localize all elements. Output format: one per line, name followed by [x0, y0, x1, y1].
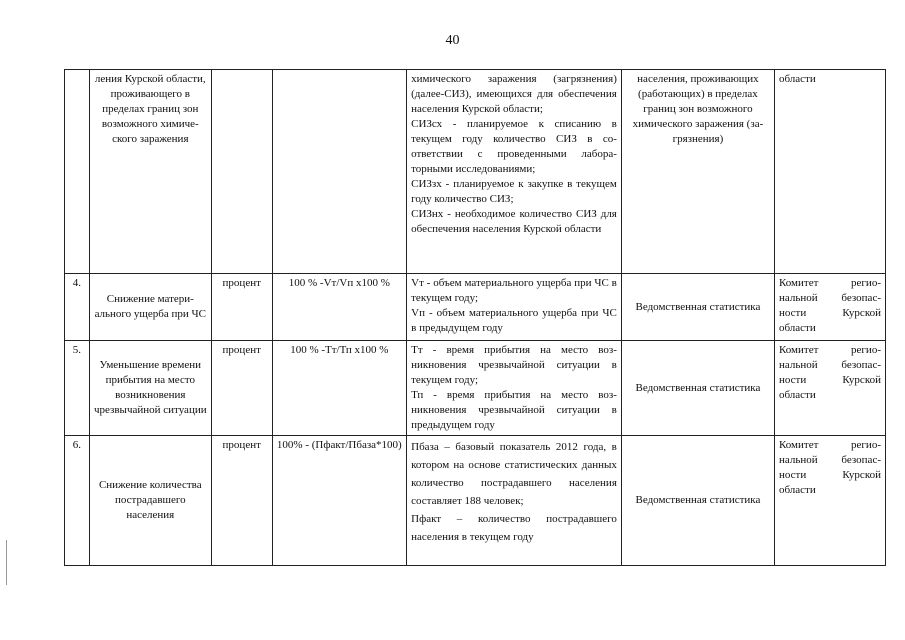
unit-cell: процент [211, 436, 272, 566]
description-cell [407, 274, 622, 341]
description-line: химического заражения (загрязнения) (далее-СИЗ), имеющихся для обеспечения населения Курской области; [411, 73, 617, 115]
unit-cell: процент [211, 274, 272, 341]
row-number: 5. [65, 341, 90, 436]
row-number [65, 70, 90, 274]
formula-cell: 100% - (Пфакт/Пбаза*100) [272, 436, 407, 566]
data-source-cell: населения, проживающих (работающих) в пределах границ зон возможного химического заражения (загрязнения) [621, 70, 774, 274]
description-line: СИЗзх - планируемое к закупке в текущем году количество СИЗ; [411, 178, 617, 205]
formula-cell: 100 % -Vт/Vп х100 % [272, 274, 407, 341]
description-line: СИЗсх - планируемое к списанию в текущем году количество СИЗ в соответствии с проведенными лабораторными исследованиями; [411, 118, 617, 175]
indicator-name: Уменьшение времени прибытия на место возникновения чрезвычайной ситуации [89, 341, 211, 436]
description-cell [407, 70, 622, 274]
indicator-name: ления Курской области, проживающего в пределах границ зон возможного химического заражения [89, 70, 211, 274]
unit-cell: процент [211, 341, 272, 436]
table-row [65, 436, 886, 566]
description-line: Тт - время прибытия на место возникновения чрезвычайной ситуации в текущем году; [411, 344, 617, 386]
description-line: Vп - объем материального ущерба при ЧС в предыдущем году [411, 307, 617, 334]
responsible-cell: Комитет региональной безопасности Курской области [774, 436, 885, 566]
row-number: 4. [65, 274, 90, 341]
scan-margin-mark [6, 540, 7, 585]
data-source-cell: Ведомственная статистика [621, 436, 774, 566]
description-cell [407, 341, 622, 436]
indicator-name: Снижение материального ущерба при ЧС [89, 274, 211, 341]
description-line: Пфакт – количество пострадавшего населения в текущем году [411, 513, 617, 543]
description-cell [407, 436, 622, 566]
responsible-cell: Комитет региональной безопасности Курской области [774, 274, 885, 341]
description-line: СИЗнх - необходимое количество СИЗ для обеспечения населения Курской области [411, 208, 617, 235]
responsible-cell: Комитет региональной безопасности Курской области [774, 341, 885, 436]
page-number: 40 [445, 33, 460, 48]
formula-cell [272, 70, 407, 274]
table-row [65, 70, 886, 274]
responsible-cell: области [774, 70, 885, 274]
table-row [65, 341, 886, 436]
description-line: Vт - объем материального ущерба при ЧС в текущем году; [411, 277, 617, 304]
description-line: Пбаза – базовый показатель 2012 года, в котором на основе статистических данных количество пострадавшего населения составляет 188 человек; [411, 441, 617, 507]
row-number: 6. [65, 436, 90, 566]
table-row [65, 274, 886, 341]
data-source-cell: Ведомственная статистика [621, 341, 774, 436]
data-source-cell: Ведомственная статистика [621, 274, 774, 341]
unit-cell [211, 70, 272, 274]
indicator-table [64, 69, 886, 566]
description-line: Тп - время прибытия на место возникновения чрезвычайной ситуации в предыдущем году [411, 389, 617, 431]
indicator-name: Снижение количества пострадавшего населения [89, 436, 211, 566]
formula-cell: 100 % -Тт/Тп х100 % [272, 341, 407, 436]
